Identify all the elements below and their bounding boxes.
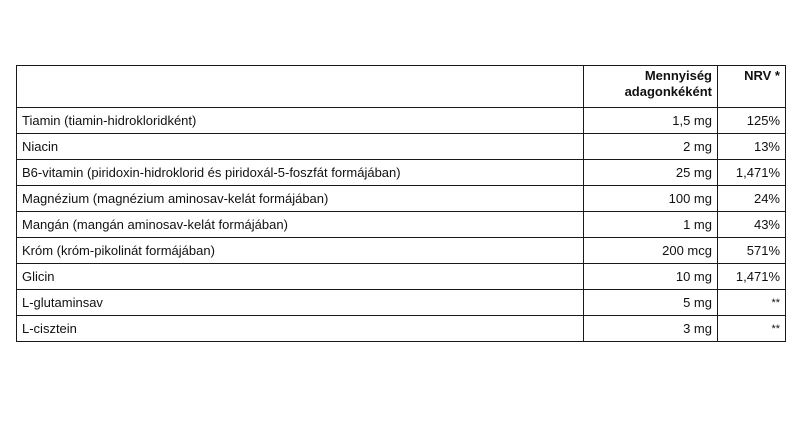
ingredient-nrv: 1,471% [718, 264, 786, 290]
ingredient-name: Mangán (mangán aminosav-kelát formájában) [17, 212, 584, 238]
ingredient-amount: 25 mg [584, 160, 718, 186]
ingredient-nrv: 571% [718, 238, 786, 264]
ingredient-name: B6-vitamin (piridoxin-hidroklorid és piridoxál-5-foszfát formájában) [17, 160, 584, 186]
ingredient-amount: 1 mg [584, 212, 718, 238]
table-row [17, 212, 786, 238]
ingredient-amount: 10 mg [584, 264, 718, 290]
ingredient-nrv: 13% [718, 134, 786, 160]
ingredient-name: Niacin [17, 134, 584, 160]
table-row [17, 316, 786, 342]
header-amount-per-serving [584, 66, 718, 108]
ingredient-name: L-cisztein [17, 316, 584, 342]
nutrition-table [16, 65, 786, 342]
table-row [17, 134, 786, 160]
ingredient-name: Króm (króm-pikolinát formájában) [17, 238, 584, 264]
header-nrv: NRV * [718, 66, 786, 108]
ingredient-amount: 200 mcg [584, 238, 718, 264]
ingredient-amount: 2 mg [584, 134, 718, 160]
ingredient-amount: 1,5 mg [584, 108, 718, 134]
ingredient-amount: 3 mg [584, 316, 718, 342]
table-header-row [17, 66, 786, 108]
ingredient-nrv: 24% [718, 186, 786, 212]
ingredient-nrv: 43% [718, 212, 786, 238]
table-row [17, 290, 786, 316]
table-row [17, 264, 786, 290]
ingredient-name: Tiamin (tiamin-hidrokloridként) [17, 108, 584, 134]
ingredient-name: Glicin [17, 264, 584, 290]
ingredient-nrv: ** [718, 316, 786, 342]
header-ingredient [17, 66, 584, 108]
ingredient-amount: 5 mg [584, 290, 718, 316]
ingredient-name: L-glutaminsav [17, 290, 584, 316]
table-row [17, 160, 786, 186]
ingredient-nrv: ** [718, 290, 786, 316]
ingredient-name: Magnézium (magnézium aminosav-kelát formájában) [17, 186, 584, 212]
nutrition-table-container [16, 65, 786, 342]
ingredient-nrv: 1,471% [718, 160, 786, 186]
ingredient-amount: 100 mg [584, 186, 718, 212]
table-row [17, 186, 786, 212]
table-row [17, 108, 786, 134]
header-amount-label: Mennyiség adagonkéként [624, 68, 712, 99]
ingredient-nrv: 125% [718, 108, 786, 134]
table-row [17, 238, 786, 264]
